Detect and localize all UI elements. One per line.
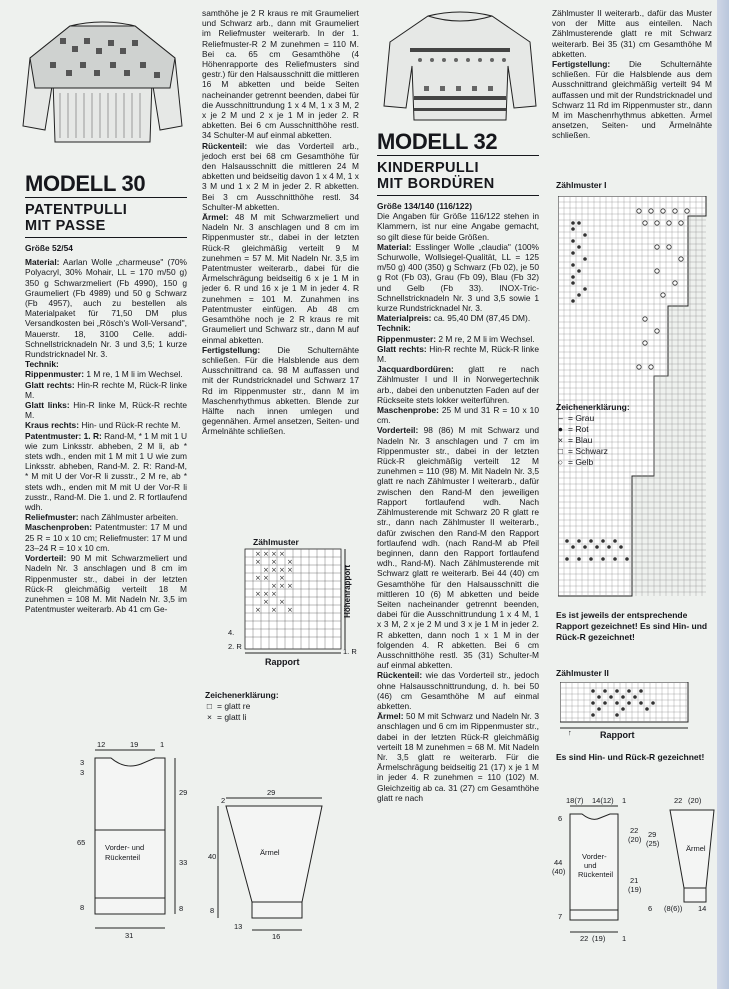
paragraph-text: Hin-R rechte M, Rück-R linke M. [377,343,539,365]
dim-32-right-7: 6 [648,904,653,913]
paragraph [25,553,187,614]
square-icon: □ [206,701,213,711]
paragraph [377,344,539,364]
paragraph [202,212,359,345]
dim-32-right-1: 22 [630,826,639,835]
legend-item: = Schwarz [568,446,608,456]
paragraph [25,359,187,369]
paragraph [377,364,539,405]
paragraph-label: Patentmuster: 1. R: [25,430,102,441]
svg-text:×: × [271,566,277,574]
sleeve-32-bottom-1: (8(6)) [664,904,683,913]
svg-text:×: × [279,582,285,590]
paragraph-text: Hin-R rechte M, Rück-R linke M. [25,379,187,400]
paragraph [377,323,539,333]
paragraph-text: Die Schulternähte schließen. Für die Halsblende aus dem Ausschnittrand ca. 98 M auffassen und mit der Rundstricknadel und Schwarz 17 Rd im Rippenmuster str., dann M im Maschenrhythmus abketten. Blende zur Hälfte nach innen umlegen und gegennähen. Ärmel ansetzen, Seiten- und Ärmelnähte schließen. [202,344,359,437]
model-32-subtitle-2: MIT BORDÜREN [377,176,495,192]
chart-2-title: Zählmuster II [556,668,609,678]
paragraph-text: Die Angaben für Größe 116/122 stehen in Klammern, ist nur eine Angabe gemacht, so gilt diese für beide Größen. [377,211,539,242]
model-30-column-2 [202,8,359,437]
sleeve-32-label: Ärmel [686,844,706,853]
paragraph-text: Patentmuster: 17 M und 25 R = 10 x 10 cm; Reliefmuster: 17 M und 23–24 R = 10 x 10 cm. [25,522,187,553]
model-32-body-schematic [552,792,664,942]
svg-text:×: × [263,598,269,606]
paragraph-text: wie das Vorderteil arb., jedoch erst bei 68 cm Gesamthöhe für den Halsausschnitt die mittleren 24 M abketten und beidseitig davon 1 x 4 M, 1 x 3 M und 1 x 2 M in jeder 2. R abketten. Bei 3 cm Ausschnitthöhe restl. 34 Schulter-M abketten. [202,140,359,212]
paragraph-text: 1 M re, 1 M li im Wechsel. [84,369,183,380]
paragraph [552,8,712,59]
dim-top-3: 1 [160,740,165,749]
model-32-title: MODELL 32 [377,129,498,154]
svg-text:×: × [271,558,277,566]
paragraph-label: Glatt rechts: [25,379,75,390]
svg-text:×: × [255,550,261,558]
dim-top-1: 12 [97,740,106,749]
dim-right-2: 33 [179,858,188,867]
dim-left-1: 3 [80,758,85,767]
paragraph-label: Materialpreis: [377,313,432,324]
paragraph [202,345,359,437]
dim-left-3: 65 [77,838,86,847]
sleeve-bottom-1: 13 [234,922,243,931]
paragraph-text: Zählmuster II weiterarb., dafür das Muster von der Mitte aus einteilen. Nach Zählmusterende glatt re mit Schwarz weiterarb. Bei 35 (31) cm Gesamthöhe M abketten. [552,8,712,59]
sleeve-32-bottom-2: 14 [698,904,707,913]
paragraph-text: samthöhe je 2 R kraus re mit Graumeliert und Schwarz arb., dann mit Graumeliert im Reliefmuster weiterarb. In der 1. Reliefmuster-R 2 M zunehmen = 110 M. Bei ca. 65 cm Gesamthöhe (4 Höhenrapporte des Reliefmusters sind gestr.) für den Halsausschnitt die mittleren 16 M abketten und beide Seiten nacheinander getrennt beenden, dabei für die Ausschnittrundung 1 x 4 M, 1 x 3 M, 2 x je 2 M und 2 x je 1 M in jeder 2. R abketten. Bei 6 cm Ausschnitthöhe restl. 34 Schulter-M auf einmal abketten. [202,8,359,141]
paragraph-label: Glatt rechts: [377,343,427,354]
paragraph-label: Kraus rechts: [25,420,79,431]
sleeve-32-top-2: (20) [688,796,702,805]
chart-row-2: 2. R [228,642,242,651]
svg-text:×: × [255,606,261,614]
model-30-body-schematic [75,738,195,948]
dim-32-top-3: 1 [622,796,627,805]
dim-32-left-3: (40) [552,867,566,876]
sleeve-32-top-1: 22 [674,796,683,805]
paragraph-label: Rückenteil: [202,140,248,151]
paragraph [377,670,539,711]
svg-text:×: × [271,606,277,614]
dim-32-right-4: (25) [646,839,660,848]
model-30-column-1 [25,172,187,614]
svg-text:×: × [287,566,293,574]
square-icon: □ [557,446,564,456]
sleeve-topleft: 2 [221,796,226,805]
svg-text:×: × [279,598,285,606]
legend-item: = glatt li [217,712,247,722]
paragraph [377,313,539,323]
paragraph-label: Rückenteil: [377,670,423,681]
paragraph [377,711,539,803]
paragraph [552,59,712,141]
model-30-body-label-1: Vorder- und [105,843,145,852]
paragraph-label: Maschenprobe: [377,405,439,416]
chart-title: Zählmuster [253,537,299,547]
model-32-sleeve-schematic [664,796,716,916]
dim-32-right-6: (19) [628,885,642,894]
chart-repeat: Rapport [265,657,300,667]
svg-text:×: × [263,550,269,558]
paragraph-label: Material: [25,257,60,268]
paragraph-text: Aarlan Wolle „charmeuse" (70% Polyacryl, 30% Mohair, LL = 170 m/50 g) 350 g Schwarzmeliert (Fb 4990), 150 g Graumeliert (Fb 4989) und 50 g Schwarz (Fb 4957), auch zu bestellen als Materialpaket für 71,50 DM plus Versandkosten bei „Rösch's Woll-Versand", Mauerstr. 18, 3100 Celle. addi-Schnellstricknadeln Nr. 3 und 3,5; 1 kurze Rundstricknadel Nr. 3. [25,257,187,360]
dim-32-right-5: 21 [630,876,639,885]
body-32-label-3: Rückenteil [578,870,614,879]
legend-32-title: Zeichenerklärung: [556,402,630,412]
paragraph-label: Ärmel: [377,711,404,722]
legend-item: = Gelb [568,457,594,467]
dim-32-left-2: 44 [554,858,563,867]
paragraph-text: 2 M re, 2 M li im Wechsel. [436,333,535,344]
model-30-chart [225,537,360,672]
page-edge [717,0,729,989]
paragraph-text: nach Zählmuster arbeiten. [78,512,179,523]
svg-text:×: × [287,606,293,614]
dot-icon: ● [557,424,564,434]
svg-text:×: × [263,566,269,574]
paragraph-label: Fertigstellung: [202,344,261,355]
paragraph-label: Technik: [25,359,59,370]
paragraph [25,369,187,379]
paragraph-label: Maschenproben: [25,522,93,533]
body-32-label-1: Vorder- [582,852,607,861]
dim-left-4: 8 [80,903,85,912]
paragraph-text: Esslinger Wolle „claudia" (100% Schurwolle, Wollsiegel-Qualität, LL = 125 m/50 g) 400 (350) g Schwarz (Fb 02), je 50 g Rot (Fb 03), Grau (Fb 09), Blau (Fb 32) und Gelb (Fb 33). INOX-Tric-Schnellstricknadeln Nr. 3 und 3,5 sowie 1 kurze Rundstricknadel Nr. 3. [377,241,539,314]
paragraph [25,400,187,420]
model-32-legend [556,402,630,468]
svg-text:×: × [263,590,269,598]
legend-item: = Rot [568,424,589,434]
svg-text:×: × [279,574,285,582]
dim-right-1: 29 [179,788,188,797]
paragraph-label: Rippenmuster: [377,333,437,344]
body-32-label-2: und [584,861,597,870]
model-30-title: MODELL 30 [25,171,146,196]
legend-item: = glatt re [217,701,251,711]
paragraph [377,334,539,344]
paragraph [377,425,539,670]
paragraph-label: Jacquardbordüren: [377,364,454,375]
paragraph-text: Rand-M, * 1 M mit 1 U wie zum Linksstr. abheben, 2 M li, ab * stets wdh., enden mit 1 M mit 1 U wie zum Linksstr. abheben, Rand-M. 2. R: Rand-M, * M mit U der Vor-R li zusstr., 2 M re, ab * stets wdh., enden mit M mit U der Vor-R li zusstr., Rand-M. Die 1. und 2. R fortlaufend wdh. [25,430,187,513]
paragraph-text: Die Schulternähte schließen. Für die Halsblende aus dem Ausschnittrand gleichmäßig verteilt 94 M auffassen und mit der Rundstricknadel und Schwarz 11 Rd im Rippenmuster str., dann M im Maschenrhythmus abketten. Ärmel ansetzen, Seiten- und Ärmelnähte schließen. [552,59,712,141]
paragraph [25,380,187,400]
chart-2-repeat: Rapport [600,730,635,740]
sleeve-label: Ärmel [260,848,280,857]
sleeve-top: 29 [267,788,276,797]
dim-32-top-2: 14(12) [592,796,614,805]
paragraph [25,420,187,430]
dim-32-bottom-2: (19) [592,934,606,943]
dim-32-top-1: 18(7) [566,796,584,805]
dim-32-left-4: 7 [558,912,563,921]
model-30-body-label-2: Rückenteil [105,853,141,862]
svg-text:×: × [279,566,285,574]
dim-top-2: 19 [130,740,139,749]
model-32-column-4 [552,8,712,141]
paragraph-label: Material: [377,241,412,252]
chart-1-title: Zählmuster I [556,180,607,190]
paragraph [377,405,539,425]
legend-title: Zeichenerklärung: [205,690,279,700]
paragraph-label: Rippenmuster: [25,369,85,380]
paragraph [202,8,359,141]
paragraph-text: 98 (86) M mit Schwarz und Nadeln Nr. 3 anschlagen und 7 cm im Rippenmuster str., dabei in der letzten Rück-R gleichmäßig verteilt 12 M zunehmen = 110 (98) M. Mit Nadeln Nr. 3,5 glatt re nach Zählmuster I weiterarb., dafür zwischen den Rand-M den jeweiligen Rapport fortlaufend wdh. Nach Zählmusterende mit Schwarz 20 R glatt re str., dann nach Zählmuster II weiterarb., dafür zwischen den Rand-M den Rapport fortlaufend wdh. (nach Rand-M ab Pfeil beginnen, dann den Rapport fortlaufend wdh., Rand-M). Nach Zählmusterende mit Schwarz glatt re weiterarb. Bei 44 (40) cm Gesamthöhe für den Halsausschnitt die mittleren 10 (6) M abketten und beide Seiten nacheinander getrennt beenden, dabei für die Ausschnittrundung 1 x 4 M, 1 x 3 M, 2 x je 2 M und 3 x je 1 M in jeder 2. R abketten, dann noch 1 x 1 M in der folgenden 4. R abketten. Bei 6 cm Ausschnitthöhe restl. 35 (31) Schulter-M auf einmal abketten. [377,425,539,671]
model-30-sleeve-schematic [208,788,352,942]
sweater-32-illustration [380,8,540,128]
paragraph [25,257,187,359]
svg-text:×: × [287,582,293,590]
dim-left-2: 3 [80,768,85,777]
paragraph-text: glatt re nach Zählmuster I und II in Norwegertechnik arb., dabei den unbenutzten Faden auf der Rückseite stets lokker weiterführen. [377,364,539,405]
paragraph-label: Vorderteil: [377,425,419,436]
dim-32-right-2: (20) [628,835,642,844]
sleeve-left-1: 40 [208,852,217,861]
paragraph-text: wie das Vorderteil str., jedoch ohne Halsausschnittrundung, d. h. bei 50 (46) cm Gesamthöhe M auf einmal abketten. [377,670,539,711]
svg-text:×: × [271,590,277,598]
paragraph [25,522,187,553]
sleeve-bottom-2: 16 [272,932,281,941]
paragraph [25,431,187,513]
note-2: Es sind Hin- und Rück-R gezeichnet! [556,752,705,762]
paragraph [377,211,539,242]
note-1: Es ist jeweils der entsprechende Rapport gezeichnet! Es sind Hin- und Rück-R gezeichnet! [556,610,708,642]
model-30-legend [205,690,279,723]
chart-row-4: 4. [228,628,235,637]
circle-icon: ○ [557,457,564,467]
chart-row-1: 1. R [343,647,357,656]
dim-32-bottom-3: 1 [622,934,627,943]
svg-text:×: × [271,582,277,590]
paragraph-text: 50 M mit Schwarz und Nadeln Nr. 3 anschlagen und 6 cm im Rippenmuster str., dabei in der letzten Rück-R gleichmäßig verteilt 18 M zunehmen = 68 M. Mit Nadeln Nr. 3,5 glatt re weiterarb. Für die Ärmelschrägung beidseitig 21 (17) x je 1 M in jeder 4. R zunehmen = 110 (102) M. Gleichzeitig ab ca. 31 (27) cm Gesamthöhe glatt re nach [377,711,539,803]
paragraph [202,141,359,212]
model-30-size: Größe 52/54 [25,243,73,253]
paragraph-text: Hin- und Rück-R rechte M. [79,420,181,431]
paragraph [377,242,539,313]
svg-text:×: × [263,574,269,582]
svg-text:×: × [279,550,285,558]
paragraph-text: 25 M und 31 R = 10 x 10 cm. [377,405,539,426]
svg-text:×: × [255,574,261,582]
legend-item: = Grau [568,413,595,423]
svg-text:×: × [255,558,261,566]
paragraph-label: Glatt links: [25,400,70,411]
svg-text:×: × [271,550,277,558]
dim-bottom: 31 [125,931,134,940]
chart-height-repeat: Höhenrapport [343,565,352,618]
paragraph-text: Hin-R linke M, Rück-R rechte M. [25,400,187,421]
paragraph-text: 48 M mit Schwarzmeliert und Nadeln Nr. 3 anschlagen und 8 cm im Rippenmuster str., dabei in der letzten Rück-R gleichmäßig verteilt 9 M zunehmen = 57 M. Mit Nadeln Nr. 3,5 im Patentmuster weiterarb., dabei für die Ärmelschrägung beidseitig 6 x je 1 M in jeder 6. R und 16 x je 1 M in jeder 4. R zunehmen = 101 M. Zunahmen ins Patentmuster einfügen. Ab 48 cm Gesamthöhe noch je 2 R kraus re mit Graumeliert und Schwarz str., dann M auf einmal abketten. [202,212,359,345]
cross-icon: × [207,712,212,722]
dim-right-3: 8 [179,904,184,913]
svg-text:×: × [287,558,293,566]
dash-icon: – [558,413,563,423]
paragraph-text: 90 M mit Schwarzmeliert und Nadeln Nr. 3 anschlagen und 8 cm im Rippenmuster str., dabei in der letzten Rück-R gleichmäßig verteilt 18 M zunehmen = 108 M. Mit Nadeln Nr. 3,5 im Patentmuster weiterarb. Ab 41 cm Ge- [25,553,187,615]
svg-text:×: × [255,590,261,598]
paragraph-label: Ärmel: [202,212,229,223]
paragraph-label: Reliefmuster: [25,512,79,523]
dim-32-left-1: 6 [558,814,563,823]
model-30-subtitle-1: PATENTPULLI [25,202,128,218]
model-30-subtitle-2: MIT PASSE [25,218,106,234]
dim-32-right-3: 29 [648,830,657,839]
model-32-chart-1 [558,196,708,606]
paragraph-label: Vorderteil: [25,553,67,564]
cross-icon: × [558,435,563,445]
model-32-column-3 [377,130,539,803]
model-32-subtitle-1: KINDERPULLI [377,160,479,176]
paragraph-text: ca. 95,40 DM (87,45 DM). [431,313,531,324]
sleeve-left-2: 8 [210,906,215,915]
arrow-up-icon: ↑ [568,728,572,737]
model-32-chart-2 [560,682,690,746]
legend-item: = Blau [568,435,593,445]
dim-32-bottom-1: 22 [580,934,589,943]
paragraph-label: Technik: [377,323,411,334]
paragraph-label: Fertigstellung: [552,59,611,70]
paragraph [25,512,187,522]
sweater-30-illustration [20,18,185,148]
model-32-size: Größe 134/140 (116/122) [377,201,472,211]
